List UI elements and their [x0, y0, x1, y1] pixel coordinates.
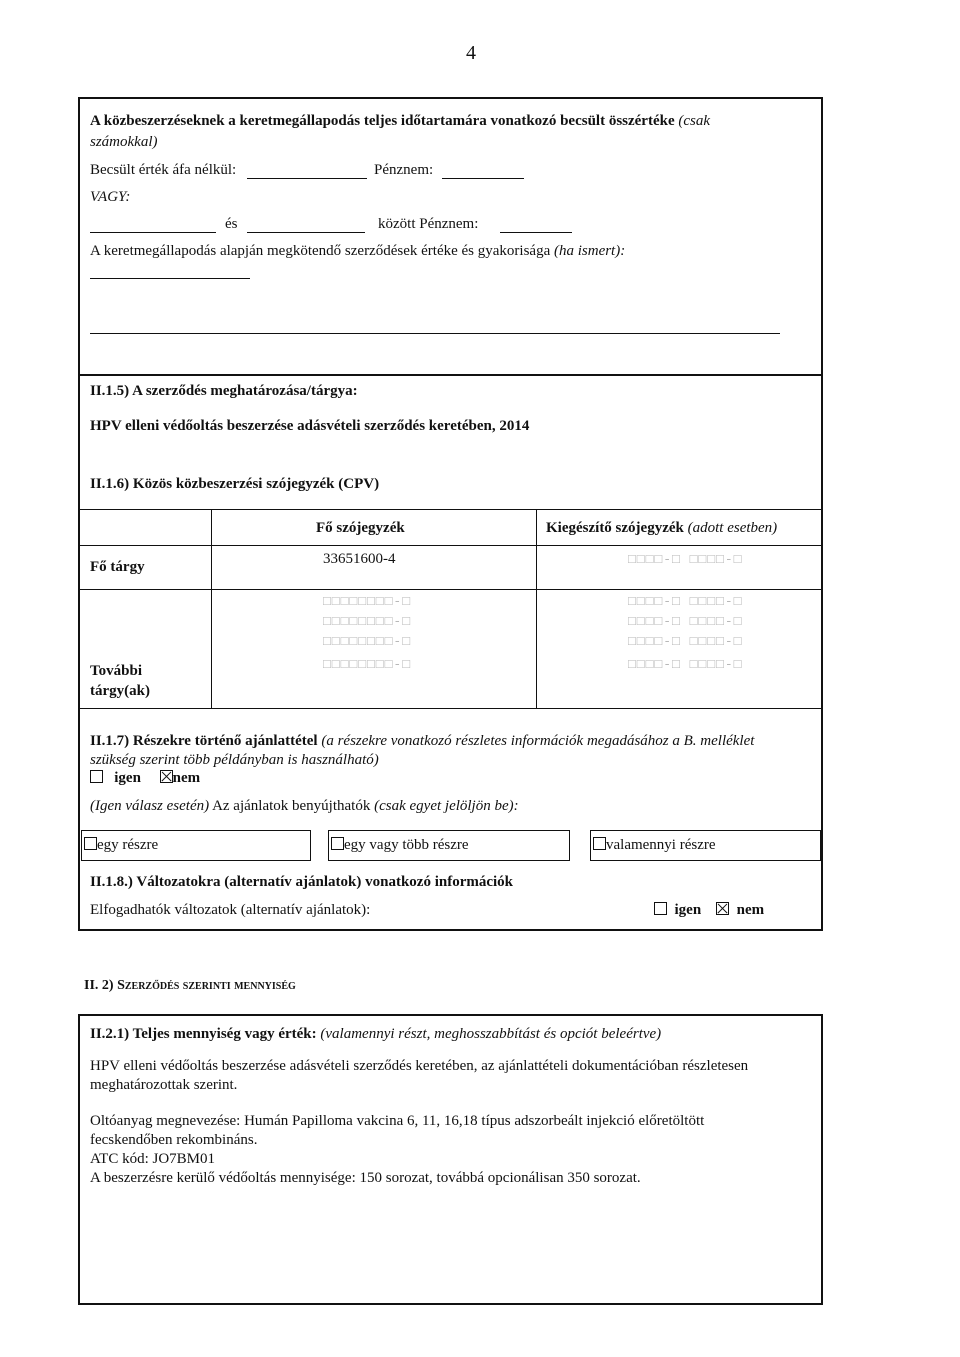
section-118-title: II.1.8.) Változatokra (alternatív ajánlatok) vonatkozó információk — [90, 874, 514, 890]
and-label: és — [225, 216, 238, 232]
checkbox-opt1[interactable] — [84, 837, 97, 850]
cpv-more-main-1: □□□□□□□□-□ — [323, 594, 412, 609]
currency-label: Pénznem: — [374, 162, 434, 178]
checkbox-igen-117[interactable] — [90, 770, 103, 783]
cpv-main-supp: □□□□-□ □□□□-□ — [628, 552, 743, 567]
section-221-p2c: ATC kód: JO7BM01 — [90, 1151, 216, 1167]
main-sections-frame — [78, 374, 823, 931]
cpv-main-code: 33651600-4 — [323, 551, 396, 567]
range-from-field[interactable] — [90, 232, 216, 233]
section-221-p1b: meghatározottak szerint. — [90, 1077, 238, 1093]
cpv-more-supp-2: □□□□-□ □□□□-□ — [628, 614, 743, 629]
cpv-table-row2 — [80, 589, 821, 590]
section-118-question: Elfogadhatók változatok (alternatív ajánlatok): — [90, 902, 371, 918]
cpv-more-main-4: □□□□□□□□-□ — [323, 657, 412, 672]
contracts-field[interactable] — [90, 278, 250, 279]
section-117-note: szükség szerint több példányban is használható) — [90, 752, 379, 768]
cpv-table-row1 — [80, 545, 821, 546]
checkbox-nem-117[interactable] — [160, 770, 173, 783]
section-221-title: II.2.1) Teljes mennyiség vagy érték: (valamennyi részt, meghosszabbítást és opciót beleértve) — [90, 1026, 662, 1042]
section-221-frame — [78, 1014, 823, 1305]
option-3-label: valamennyi részre — [606, 837, 716, 853]
section-115-title: II.1.5) A szerződés meghatározása/tárgya: — [90, 383, 358, 399]
cpv-more-main-3: □□□□□□□□-□ — [323, 634, 412, 649]
cpv-col-supp: Kiegészítő szójegyzék (adott esetben) — [546, 520, 778, 536]
section-116-title: II.1.6) Közös közbeszerzési szójegyzék (CPV) — [90, 476, 380, 492]
value-section-frame — [78, 97, 823, 376]
section-117-title: II.1.7) Részekre történő ajánlattétel (a részekre vonatkozó részletes információk megadásához a B. melléklet — [90, 733, 755, 749]
cpv-more-supp-1: □□□□-□ □□□□-□ — [628, 594, 743, 609]
cpv-table-top — [80, 509, 821, 510]
range-currency-field[interactable] — [500, 232, 572, 233]
range-to-field[interactable] — [247, 232, 365, 233]
cpv-table-col1 — [211, 509, 212, 708]
estimate-label: Becsült érték áfa nélkül: — [90, 162, 237, 178]
value-heading-note: számokkal) — [90, 134, 158, 150]
section-221-p2a: Oltóanyag megnevezése: Humán Papilloma vakcina 6, 11, 16,18 típus adszorbeált injekció előretöltött — [90, 1113, 705, 1129]
checkbox-opt2[interactable] — [331, 837, 344, 850]
page-number: 4 — [466, 42, 476, 64]
option-box-2[interactable] — [328, 830, 570, 861]
section-221-p2d: A beszerzésre kerülő védőoltás mennyisége: 150 sorozat, továbbá opcionálisan 350 sorozat. — [90, 1170, 641, 1186]
checkbox-igen-118[interactable] — [654, 902, 667, 915]
section-117-cond: (Igen válasz esetén) Az ajánlatok benyújthatók (csak egyet jelöljön be): — [90, 798, 519, 814]
checkbox-opt3[interactable] — [593, 837, 606, 850]
value-heading: A közbeszerzéseknek a keretmegállapodás teljes időtartamára vonatkozó becsült összértéke (csak — [90, 113, 711, 129]
cpv-more-supp-3: □□□□-□ □□□□-□ — [628, 634, 743, 649]
option-box-1[interactable] — [81, 830, 311, 861]
section-118-choice: igen nem — [654, 902, 764, 919]
contracts-label: A keretmegállapodás alapján megkötendő szerződések értéke és gyakorisága (ha ismert): — [90, 243, 626, 259]
cpv-row-more-label: További — [90, 663, 142, 679]
cpv-row-main-label: Fő tárgy — [90, 559, 145, 575]
checkbox-nem-118[interactable] — [716, 902, 729, 915]
or-label: VAGY: — [90, 189, 131, 205]
cpv-col-main: Fő szójegyzék — [316, 520, 405, 536]
estimate-field[interactable] — [247, 178, 367, 179]
section-2-heading: II. 2) Szerződés szerinti mennyiség — [84, 978, 296, 993]
option-1-label: egy részre — [97, 837, 159, 853]
section-221-p1a: HPV elleni védőoltás beszerzése adásvételi szerződés keretében, az ajánlattételi dokumentációban részletesen — [90, 1058, 749, 1074]
option-box-3[interactable] — [590, 830, 821, 861]
option-2-label: egy vagy több részre — [344, 837, 469, 853]
cpv-more-supp-4: □□□□-□ □□□□-□ — [628, 657, 743, 672]
currency-field[interactable] — [442, 178, 524, 179]
between-label: között Pénznem: — [378, 216, 479, 232]
cpv-table-bottom — [80, 708, 821, 709]
cpv-row-more-label-2: tárgy(ak) — [90, 683, 150, 699]
contracts-field-2[interactable] — [90, 333, 780, 334]
cpv-more-main-2: □□□□□□□□-□ — [323, 614, 412, 629]
section-221-p2b: fecskendőben rekombináns. — [90, 1132, 258, 1148]
section-117-choice: igen nem — [90, 770, 200, 787]
cpv-table-col2 — [536, 509, 537, 708]
section-115-text: HPV elleni védőoltás beszerzése adásvételi szerződés keretében, 2014 — [90, 418, 530, 434]
